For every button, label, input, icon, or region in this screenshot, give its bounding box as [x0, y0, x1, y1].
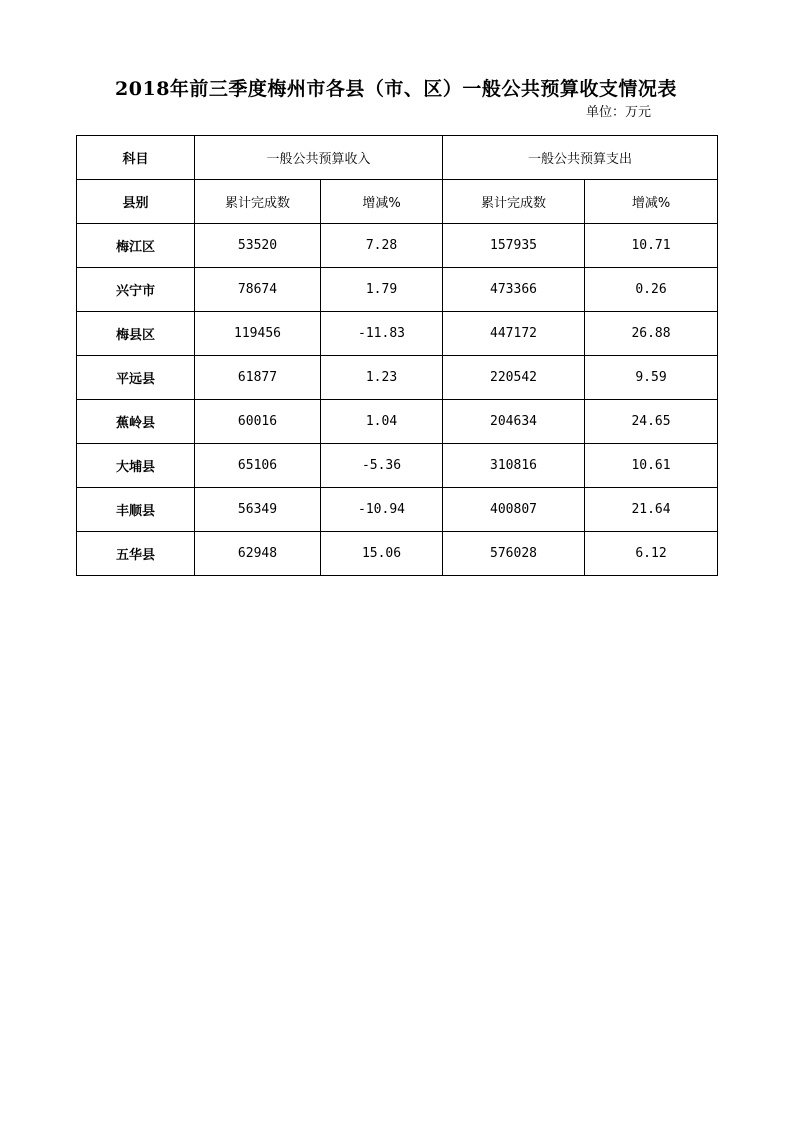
- expense-change-value: 21.64: [585, 488, 718, 532]
- county-name: 五华县: [77, 532, 195, 576]
- expense-total-header: 累计完成数: [443, 180, 585, 224]
- county-name: 丰顺县: [77, 488, 195, 532]
- county-name: 梅县区: [77, 312, 195, 356]
- table-row: [77, 356, 718, 400]
- expense-value: 473366: [443, 268, 585, 312]
- expense-value: 310816: [443, 444, 585, 488]
- expense-value: 400807: [443, 488, 585, 532]
- expense-change-value: 10.61: [585, 444, 718, 488]
- income-value: 62948: [195, 532, 321, 576]
- page-title: 2018年前三季度梅州市各县（市、区）一般公共预算收支情况表: [115, 78, 677, 100]
- subject-header: 科目: [77, 136, 195, 180]
- income-value: 61877: [195, 356, 321, 400]
- expense-change-value: 10.71: [585, 224, 718, 268]
- county-name: 梅江区: [77, 224, 195, 268]
- expense-value: 576028: [443, 532, 585, 576]
- header-row-columns: [77, 180, 718, 224]
- expense-change-value: 0.26: [585, 268, 718, 312]
- county-header: 县别: [77, 180, 195, 224]
- table-row: [77, 444, 718, 488]
- expense-group-header: 一般公共预算支出: [443, 136, 718, 180]
- income-value: 53520: [195, 224, 321, 268]
- expense-change-header: 增减%: [585, 180, 718, 224]
- income-value: 78674: [195, 268, 321, 312]
- income-value: 60016: [195, 400, 321, 444]
- expense-value: 204634: [443, 400, 585, 444]
- expense-change-value: 6.12: [585, 532, 718, 576]
- expense-value: 157935: [443, 224, 585, 268]
- income-change-value: 7.28: [321, 224, 443, 268]
- income-total-header: 累计完成数: [195, 180, 321, 224]
- unit-label: 单位：万元: [586, 105, 652, 120]
- expense-change-value: 26.88: [585, 312, 718, 356]
- income-change-value: -11.83: [321, 312, 443, 356]
- income-change-value: 1.79: [321, 268, 443, 312]
- expense-value: 447172: [443, 312, 585, 356]
- budget-table: [76, 135, 718, 576]
- income-change-value: 1.04: [321, 400, 443, 444]
- income-change-header: 增减%: [321, 180, 443, 224]
- county-name: 兴宁市: [77, 268, 195, 312]
- expense-change-value: 24.65: [585, 400, 718, 444]
- header-row-groups: [77, 136, 718, 180]
- income-value: 56349: [195, 488, 321, 532]
- table-row: [77, 400, 718, 444]
- income-change-value: 1.23: [321, 356, 443, 400]
- table-row: [77, 488, 718, 532]
- table-row: [77, 268, 718, 312]
- table-row: [77, 312, 718, 356]
- county-name: 蕉岭县: [77, 400, 195, 444]
- table-row: [77, 532, 718, 576]
- expense-value: 220542: [443, 356, 585, 400]
- county-name: 平远县: [77, 356, 195, 400]
- county-name: 大埔县: [77, 444, 195, 488]
- income-change-value: 15.06: [321, 532, 443, 576]
- income-group-header: 一般公共预算收入: [195, 136, 443, 180]
- income-change-value: -10.94: [321, 488, 443, 532]
- income-change-value: -5.36: [321, 444, 443, 488]
- table-row: [77, 224, 718, 268]
- expense-change-value: 9.59: [585, 356, 718, 400]
- income-value: 119456: [195, 312, 321, 356]
- income-value: 65106: [195, 444, 321, 488]
